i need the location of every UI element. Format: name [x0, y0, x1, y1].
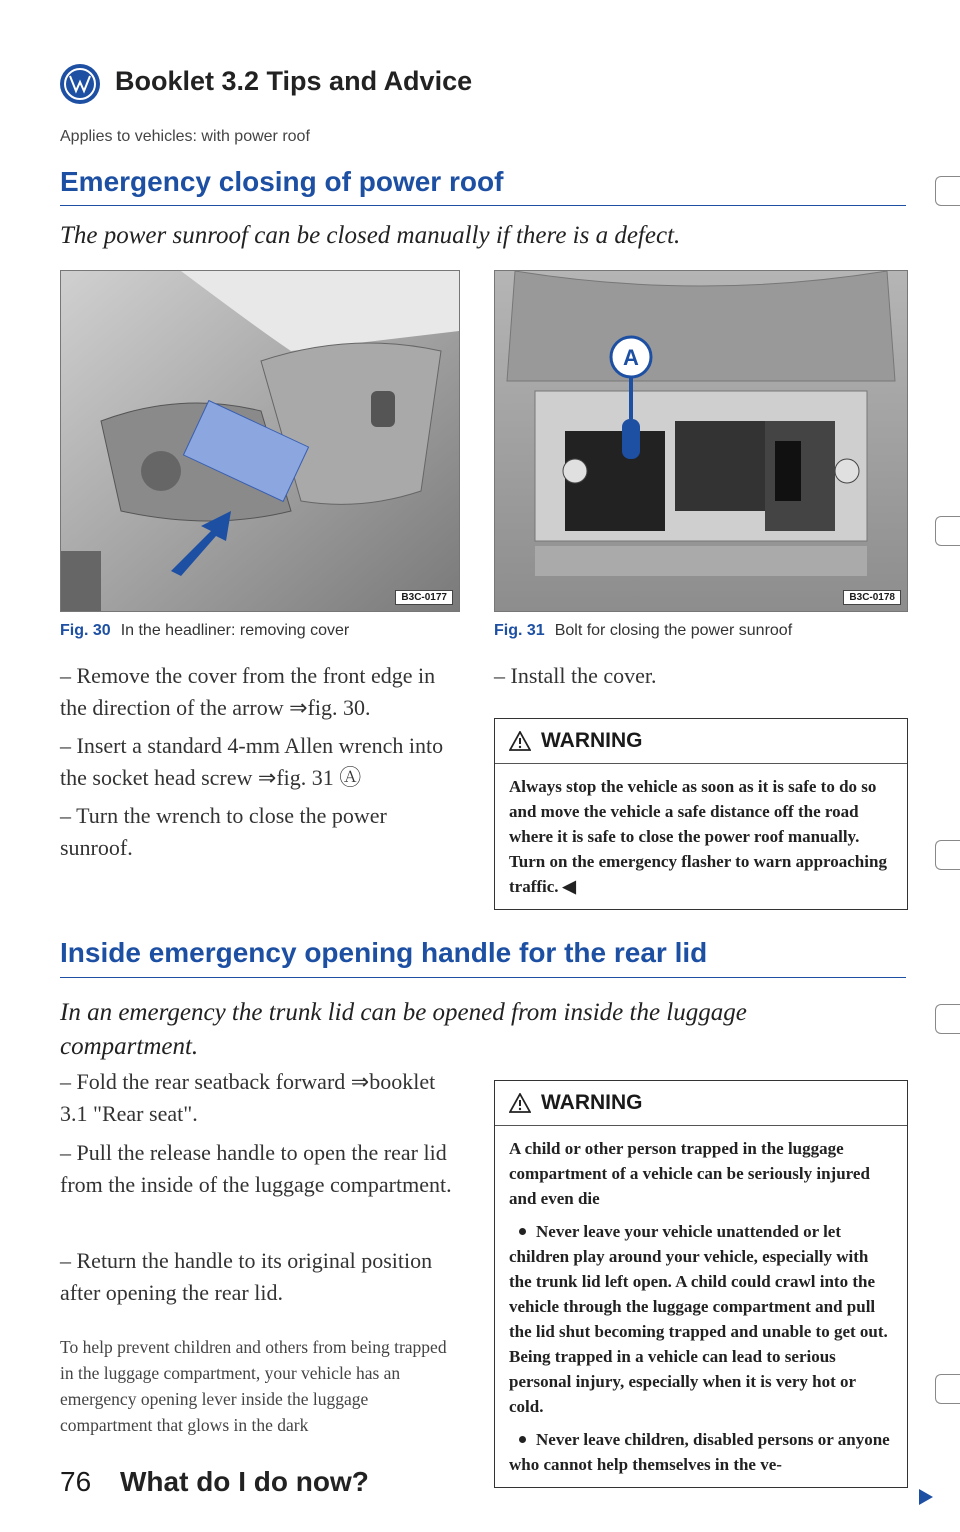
warning-bullet-2-text: Never leave children, disabled persons or anyone who cannot help themselves in the ve-	[509, 1430, 890, 1474]
warning-header-2	[495, 1081, 907, 1126]
page-number: 76	[60, 1466, 92, 1497]
step-turn-wrench: – Turn the wrench to close the power sunroof.	[60, 803, 387, 860]
continue-arrow-icon	[918, 1488, 934, 1511]
warning-bullet-1-text: Never leave your vehicle unattended or let children play around your vehicle, especially with the trunk lid left open. A child could crawl into the vehicle through the luggage compartment and pull the lid shut becoming trapped and unable to get out. Being trapped in a vehicle can lead to serious personal injury, especially when it is very hot or cold.	[509, 1222, 888, 1416]
section-divider-2	[60, 977, 906, 978]
step-pull-handle: – Pull the release handle to open the rear lid from the inside of the luggage compartment.	[60, 1140, 452, 1197]
bullet-icon	[519, 1436, 526, 1443]
figure-30-caption	[60, 622, 460, 640]
section-divider	[60, 205, 906, 206]
figure-31-caption	[494, 622, 906, 640]
step-fold-seatback: – Fold the rear seatback forward ⇒booklet 3.1 "Rear seat".	[60, 1069, 436, 1126]
warning-header	[495, 719, 907, 764]
section-2-lead-text: In an emergency the trunk lid can be opened from inside the luggage compartment.	[60, 999, 747, 1060]
warning-box-power-roof	[494, 718, 908, 910]
figure-30-headliner	[60, 270, 460, 612]
warning-body-2	[495, 1126, 907, 1487]
page-thumb-tab	[935, 516, 960, 546]
note-glow-lever: To help prevent children and others from being trapped in the luggage compartment, your vehicle has an emergency opening lever inside the luggage compartment that glows in the dark	[60, 1337, 447, 1435]
step-install-cover: – Install the cover.	[494, 663, 657, 688]
figure-31-bolt	[494, 270, 908, 612]
booklet-title: Booklet 3.2 Tips and Advice	[115, 66, 473, 96]
warning-bullet-2	[509, 1427, 893, 1477]
applies-to-text: Applies to vehicles: with power roof	[60, 128, 310, 145]
step-insert-wrench: – Insert a standard 4-mm Allen wrench into the socket head screw ⇒fig. 31 Ⓐ	[60, 733, 444, 790]
figure-30-caption-text: In the headliner: removing cover	[120, 622, 350, 639]
bullet-icon	[519, 1228, 526, 1235]
section-lead-text: The power sunroof can be closed manually if there is a defect.	[60, 222, 681, 249]
warning-bullet-1	[509, 1219, 893, 1419]
warning-title: WARNING	[541, 729, 643, 752]
vw-logo-icon	[60, 64, 100, 104]
footer-section-title: What do I do now?	[120, 1466, 369, 1497]
warning-triangle-icon	[509, 731, 531, 751]
warning-intro: A child or other person trapped in the luggage compartment of a vehicle can be seriously injured and even die	[509, 1139, 870, 1208]
figure-31-caption-text: Bolt for closing the power sunroof	[554, 622, 793, 639]
page-thumb-tab	[935, 176, 960, 206]
section-title-power-roof: Emergency closing of power roof	[60, 166, 504, 197]
warning-box-rear-lid	[494, 1080, 908, 1488]
figure-30-label: Fig. 30	[60, 622, 111, 639]
figure-31-code: B3C-0178	[843, 590, 901, 605]
figure-30-code: B3C-0177	[395, 590, 453, 605]
warning-triangle-icon	[509, 1093, 531, 1113]
warning-text: Always stop the vehicle as soon as it is safe to do so and move the vehicle a safe distance off the road where it is safe to close the power roof manually. Turn on the emergency flasher to warn approaching traffic. ◀	[509, 777, 887, 896]
figure-31-marker: A	[623, 345, 639, 370]
step-remove-cover: – Remove the cover from the front edge in the direction of the arrow ⇒fig. 30.	[60, 663, 436, 720]
page-thumb-tab	[935, 1374, 960, 1404]
page-thumb-tab	[935, 1004, 960, 1034]
section-title-rear-lid: Inside emergency opening handle for the rear lid	[60, 937, 708, 968]
step-return-handle: – Return the handle to its original position after opening the rear lid.	[60, 1248, 433, 1305]
warning-title-2: WARNING	[541, 1091, 643, 1114]
figure-31-label: Fig. 31	[494, 622, 545, 639]
page-thumb-tab	[935, 840, 960, 870]
